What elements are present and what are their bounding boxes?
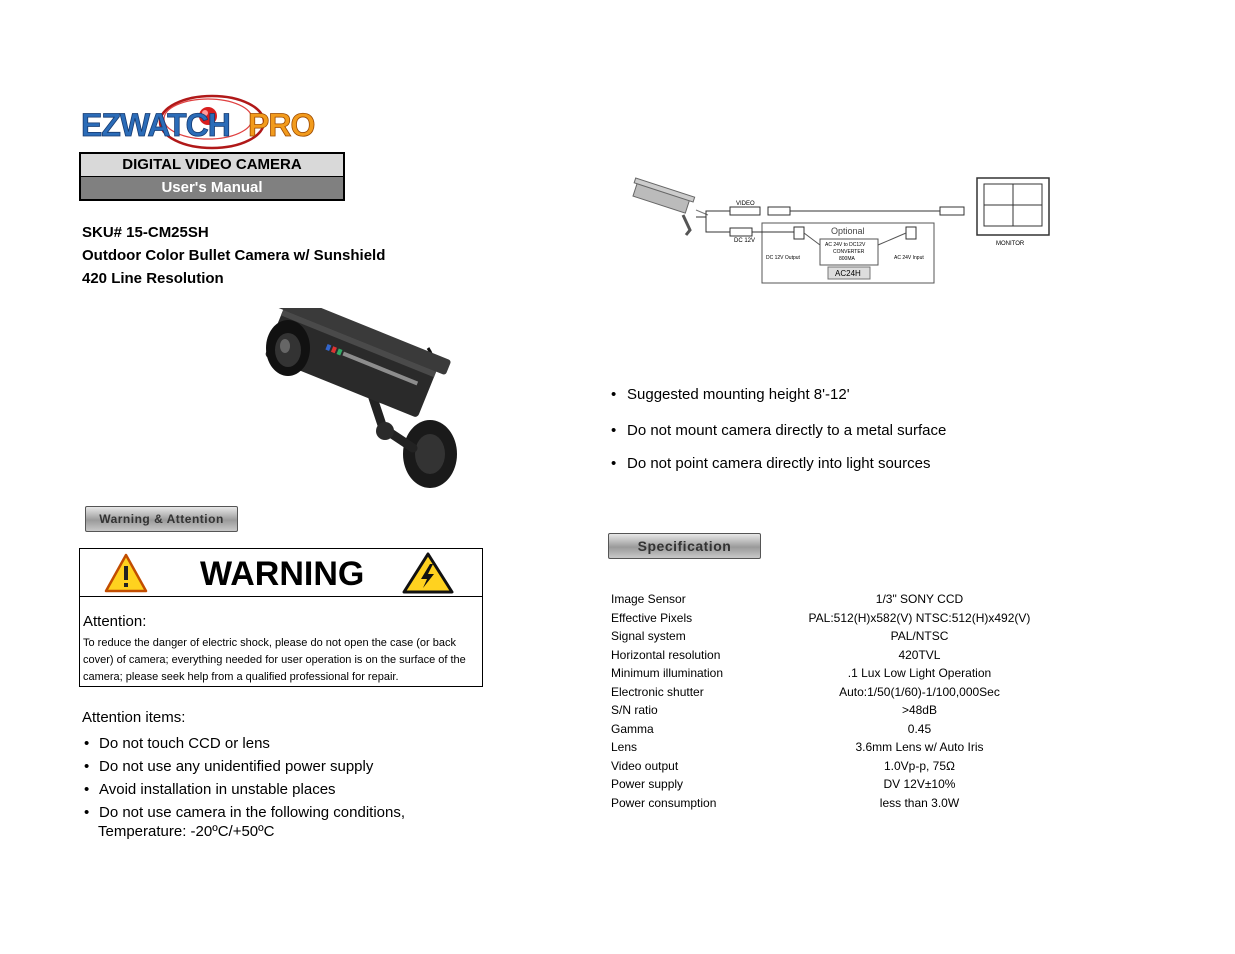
attention-label: Attention: <box>83 613 147 630</box>
list-item: • Do not use any unidentified power supply <box>84 755 464 778</box>
diagram-ac-input-label: AC 24V Input <box>894 255 924 261</box>
table-row <box>611 794 1051 813</box>
camera-image <box>248 308 463 493</box>
spec-label: Minimum illumination <box>611 666 724 680</box>
connection-diagram <box>628 175 1053 287</box>
spec-value: 420TVL <box>898 647 941 662</box>
spec-value: PAL/NTSC <box>890 629 949 643</box>
diagram-monitor-label: MONITOR <box>996 241 1025 247</box>
attention-items-list <box>84 732 464 824</box>
diagram-video-label: VIDEO <box>736 201 755 207</box>
manual-title-box <box>79 152 345 201</box>
spec-label: Gamma <box>611 721 654 736</box>
list-item: • Do not touch CCD or lens <box>84 732 464 755</box>
attention-items-title: Attention items: <box>82 709 186 726</box>
table-row <box>611 627 1051 646</box>
warning-title: WARNING <box>200 555 365 593</box>
table-row <box>611 757 1051 776</box>
table-row <box>611 590 1051 609</box>
table-row <box>611 720 1051 739</box>
spec-value: >48dB <box>901 703 937 717</box>
list-item: • Suggested mounting height 8'-12' <box>611 383 1171 419</box>
spec-value: 0.45 <box>907 721 932 736</box>
spec-label: Signal system <box>611 629 686 643</box>
table-row <box>611 683 1051 702</box>
document-subtitle: User's Manual <box>81 177 343 199</box>
electric-shock-icon <box>402 552 454 594</box>
spec-label: Horizontal resolution <box>611 647 721 662</box>
spec-value: 1.0Vp-p, 75Ω <box>883 758 955 773</box>
ezwatch-pro-logo <box>80 92 342 150</box>
document-title: DIGITAL VIDEO CAMERA <box>81 154 343 177</box>
spec-value: PAL:512(H)x582(V) NTSC:512(H)x492(V) <box>808 610 1031 625</box>
diagram-dc12v-label: DC 12V <box>734 238 756 244</box>
spec-label: Power consumption <box>611 795 717 810</box>
table-row <box>611 646 1051 665</box>
logo-text-pro: PRO <box>248 107 315 143</box>
spec-label: Power supply <box>611 777 684 791</box>
table-row <box>611 775 1051 794</box>
attention-text: To reduce the danger of electric shock, please do not open the case (or back cover) of camera; everything needed for user operation is on the surface of the camera; please seek help from a qualified professional for repair. <box>83 637 466 683</box>
spec-value: DV 12V±10% <box>883 777 956 791</box>
specification-table <box>611 590 1051 812</box>
product-info <box>82 221 385 290</box>
spec-value: less than 3.0W <box>879 795 960 810</box>
product-resolution: 420 Line Resolution <box>82 270 224 287</box>
spec-label: Electronic shutter <box>611 684 704 699</box>
spec-label: Image Sensor <box>611 592 686 606</box>
mounting-notes-list <box>611 383 1171 475</box>
warning-header <box>80 549 482 597</box>
list-item: • Avoid installation in unstable places <box>84 778 464 801</box>
temperature-condition: Temperature: -20ºC/+50ºC <box>98 823 275 840</box>
spec-label: Effective Pixels <box>611 610 693 625</box>
diagram-converter-line2: CONVERTER <box>833 249 865 255</box>
diagram-optional-label: Optional <box>831 226 865 236</box>
list-item: • Do not use camera in the following conditions, <box>84 801 464 824</box>
product-name: Outdoor Color Bullet Camera w/ Sunshield <box>82 247 386 264</box>
spec-value: 1/3" SONY CCD <box>875 592 964 606</box>
spec-value: .1 Lux Low Light Operation <box>847 666 992 680</box>
spec-label: S/N ratio <box>611 703 658 717</box>
spec-label: Lens <box>611 740 638 754</box>
product-sku: SKU# 15-CM25SH <box>82 224 209 241</box>
warning-attention-badge: Warning & Attention <box>85 506 238 532</box>
logo-text-ezwatch: EZWATCH <box>81 107 230 143</box>
table-row <box>611 609 1051 628</box>
caution-icon <box>104 553 148 593</box>
diagram-ac24h-label: AC24H <box>835 269 861 278</box>
spec-value: Auto:1/50(1/60)-1/100,000Sec <box>839 684 1000 699</box>
diagram-dc-output-label: DC 12V Output <box>766 255 800 261</box>
spec-value: 3.6mm Lens w/ Auto Iris <box>855 740 984 754</box>
diagram-converter-line1: AC 24V to DC12V <box>825 242 866 248</box>
table-row <box>611 701 1051 720</box>
table-row <box>611 738 1051 757</box>
table-row <box>611 664 1051 683</box>
spec-label: Video output <box>611 758 679 773</box>
specification-badge: Specification <box>608 533 761 559</box>
list-item: • Do not mount camera directly to a metal surface <box>611 419 1171 452</box>
warning-box <box>79 548 483 687</box>
list-item: • Do not point camera directly into light sources <box>611 452 1171 475</box>
diagram-converter-line3: 800MA <box>839 256 855 262</box>
